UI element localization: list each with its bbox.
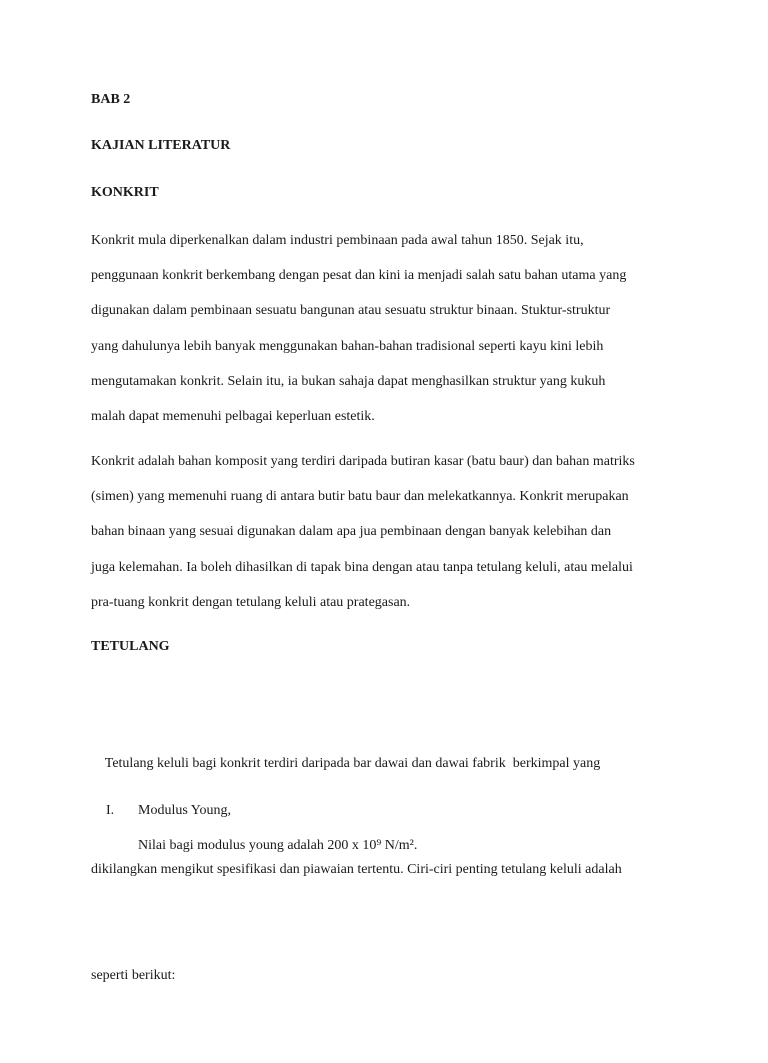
paragraph-line: dikilangkan mengikut spesifikasi dan piawaian tertentu. Ciri-ciri penting tetulang keluli adalah <box>91 862 622 878</box>
paragraph-line: juga kelemahan. Ia boleh dihasilkan di tapak bina dengan atau tanpa tetulang keluli, atau melalui <box>91 559 633 575</box>
tetulang-paragraph <box>91 676 691 1063</box>
paragraph-line: malah dapat memenuhi pelbagai keperluan estetik. <box>91 409 375 425</box>
paragraph-line: yang dahulunya lebih banyak menggunakan bahan-bahan tradisional seperti kayu kini lebih <box>91 338 604 354</box>
list-item-title: Modulus Young, <box>138 803 231 818</box>
tetulang-heading: TETULANG <box>91 639 170 654</box>
paragraph-line: pra-tuang konkrit dengan tetulang keluli atau prategasan. <box>91 594 411 610</box>
paragraph-line: bahan binaan yang sesuai digunakan dalam apa jua pembinaan dengan banyak kelebihan dan <box>91 524 612 540</box>
section-heading: KAJIAN LITERATUR <box>91 138 231 153</box>
paragraph-line: (simen) yang memenuhi ruang di antara butir batu baur dan melekatkannya. Konkrit merupakan <box>91 489 629 505</box>
paragraph-line: Konkrit mula diperkenalkan dalam industri pembinaan pada awal tahun 1850. Sejak itu, <box>91 233 584 248</box>
konkrit-paragraph-2 <box>91 444 691 620</box>
paragraph-line: Konkrit adalah bahan komposit yang terdiri daripada butiran kasar (batu baur) dan bahan matriks <box>91 454 635 469</box>
paragraph-line: seperti berikut: <box>91 967 176 983</box>
paragraph-line: Tetulang keluli bagi konkrit terdiri daripada bar dawai dan dawai fabrik berkimpal yang <box>91 756 601 772</box>
paragraph-line: digunakan dalam pembinaan sesuatu bangunan atau sesuatu struktur binaan. Stuktur-struktur <box>91 303 611 319</box>
konkrit-heading: KONKRIT <box>91 185 159 200</box>
paragraph-line: mengutamakan konkrit. Selain itu, ia bukan sahaja dapat menghasilkan struktur yang kukuh <box>91 373 606 389</box>
paragraph-line: penggunaan konkrit berkembang dengan pesat dan kini ia menjadi salah satu bahan utama yang <box>91 268 627 284</box>
list-item-detail: Nilai bagi modulus young adalah 200 x 10⁹ N/m². <box>138 838 418 853</box>
chapter-heading: BAB 2 <box>91 92 131 107</box>
konkrit-paragraph-1 <box>91 223 691 434</box>
list-item-number: I. <box>106 803 115 818</box>
